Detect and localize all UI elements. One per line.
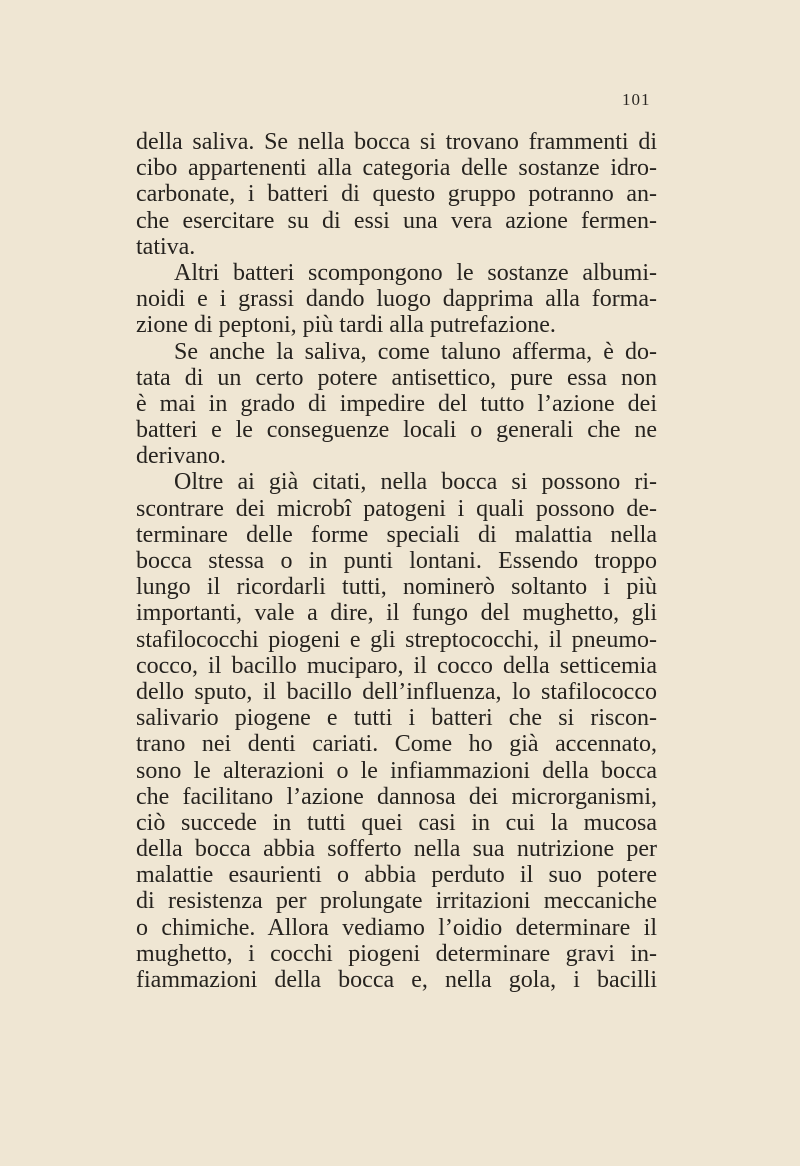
page-number: 101 xyxy=(622,90,651,109)
text-line: o chimiche. Allora vediamo l’oidio determinare il xyxy=(136,914,657,941)
text-line: zione di peptoni, più tardi alla putrefazione. xyxy=(136,312,556,339)
text-line: fiammazioni della bocca e, nella gola, i bacilli xyxy=(136,967,657,993)
text-line: terminare delle forme speciali di malattia nella xyxy=(136,521,657,548)
text-line: mughetto, i cocchi piogeni determinare gravi in- xyxy=(136,940,657,967)
text-line: della saliva. Se nella bocca si trovano frammenti di xyxy=(136,129,657,155)
body-text xyxy=(136,129,657,993)
text-line: bocca stessa o in punti lontani. Essendo troppo xyxy=(136,548,657,574)
text-line: derivano. xyxy=(136,443,226,470)
text-line: ciò succede in tutti quei casi in cui la mucosa xyxy=(136,809,657,836)
text-line: Se anche la saliva, come taluno afferma, è do- xyxy=(174,338,657,365)
text-line: trano nei denti cariati. Come ho già accennato, xyxy=(136,731,657,758)
text-line: tata di un certo potere antisettico, pure essa non xyxy=(136,364,657,391)
text-line: della bocca abbia sofferto nella sua nutrizione per xyxy=(136,836,657,863)
text-line: sono le alterazioni o le infiammazioni della bocca xyxy=(136,757,657,784)
text-line: tativa. xyxy=(136,233,196,260)
text-line: noidi e i grassi dando luogo dapprima alla forma- xyxy=(136,286,657,313)
text-line: dello sputo, il bacillo dell’influenza, lo stafilococco xyxy=(136,678,657,705)
text-line: è mai in grado di impedire del tutto l’azione dei xyxy=(136,390,657,417)
text-line: malattie esaurienti o abbia perduto il suo potere xyxy=(136,862,657,889)
text-line: Altri batteri scompongono le sostanze albumi- xyxy=(174,259,657,286)
text-line: scontrare dei microbî patogeni i quali possono de- xyxy=(136,495,657,522)
text-line: che facilitano l’azione dannosa dei microrganismi, xyxy=(136,783,657,810)
text-line: carbonate, i batteri di questo gruppo potranno an- xyxy=(136,181,657,208)
text-line: stafilococchi piogeni e gli streptococchi, il pneumo- xyxy=(136,626,657,653)
text-line: che esercitare su di essi una vera azione fermen- xyxy=(136,207,657,234)
text-line: lungo il ricordarli tutti, nominerò soltanto i più xyxy=(136,574,657,601)
text-line: batteri e le conseguenze locali o generali che ne xyxy=(136,417,657,444)
text-line: salivario piogene e tutti i batteri che si riscon- xyxy=(136,705,657,732)
text-line: importanti, vale a dire, il fungo del mughetto, gli xyxy=(136,600,657,627)
text-line: cibo appartenenti alla categoria delle sostanze idro- xyxy=(136,155,657,182)
text-line: Oltre ai già citati, nella bocca si possono ri- xyxy=(174,469,657,496)
text-line: di resistenza per prolungate irritazioni meccaniche xyxy=(136,888,657,915)
text-line: cocco, il bacillo muciparo, il cocco della setticemia xyxy=(136,652,657,679)
